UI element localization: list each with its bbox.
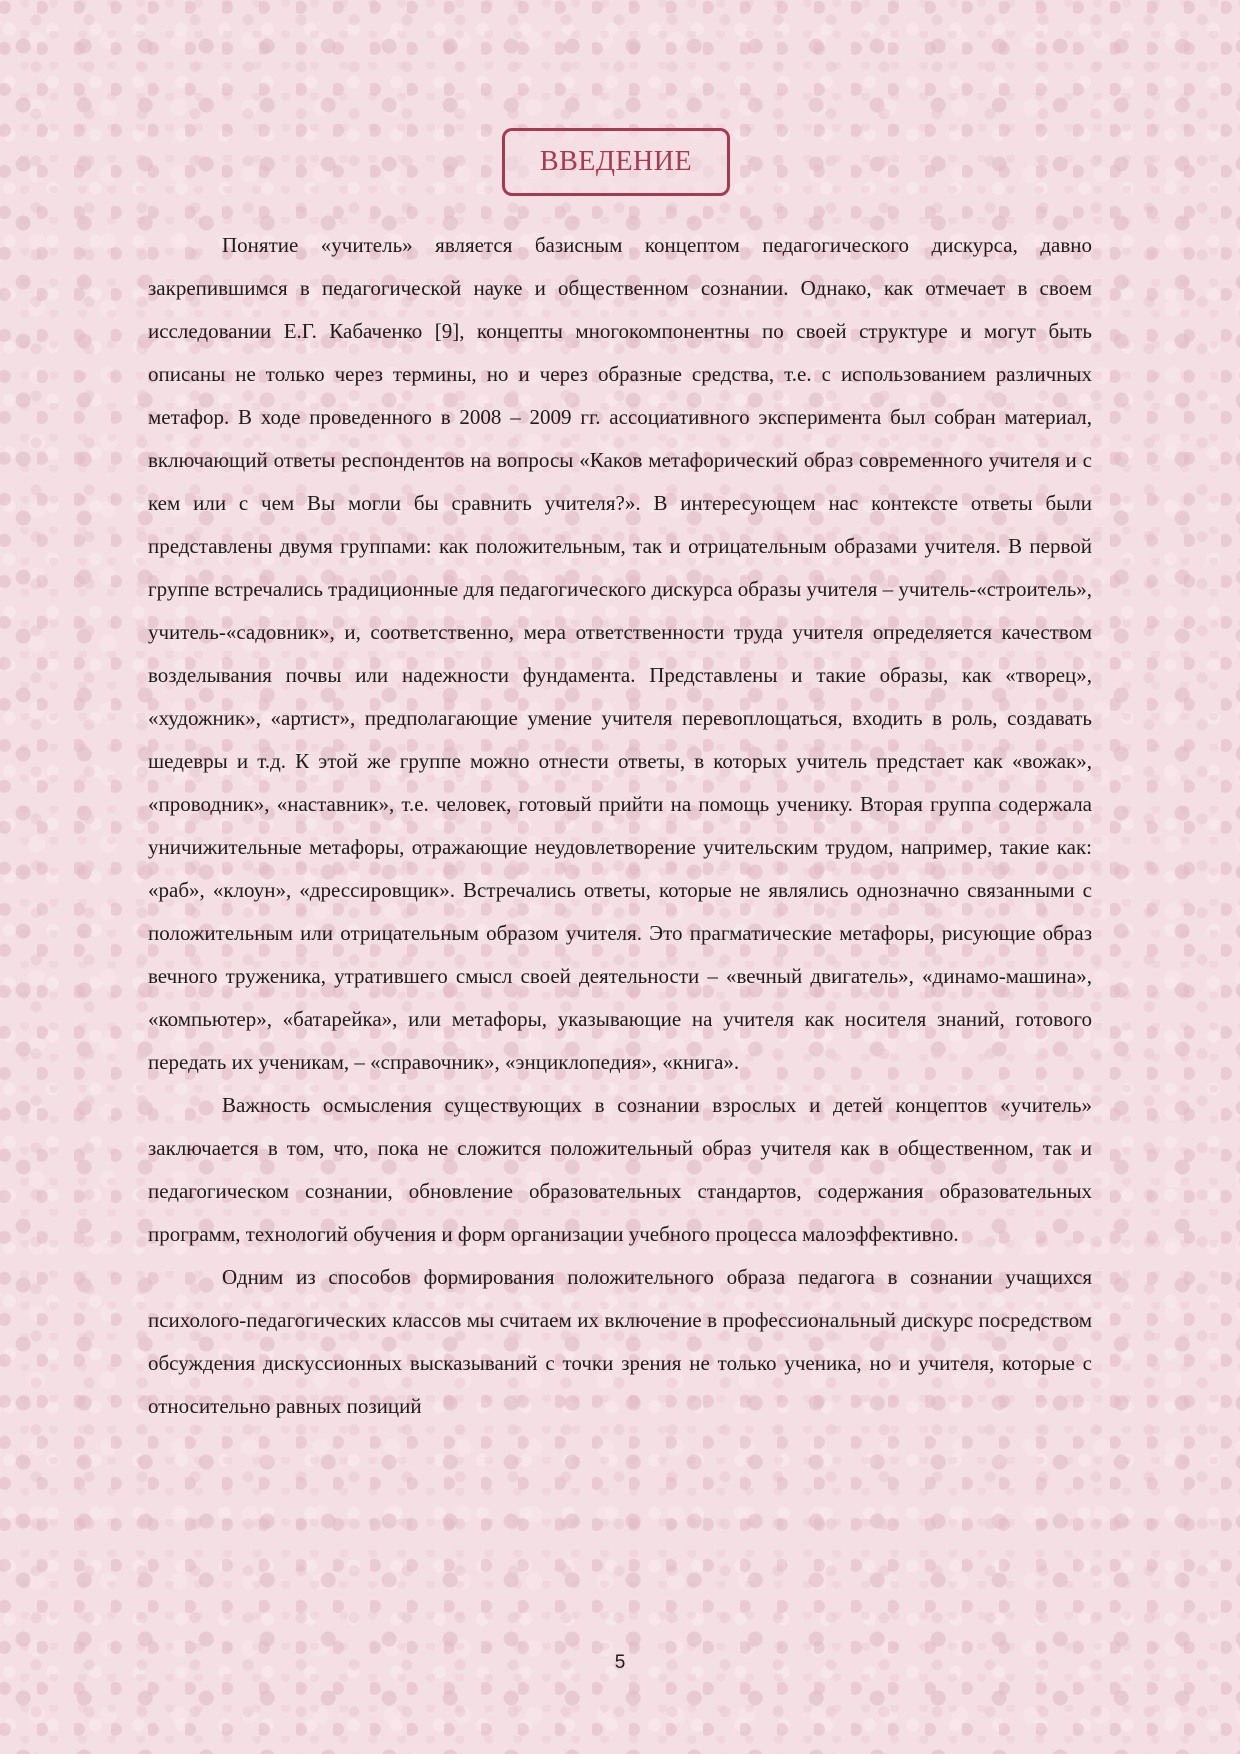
page-number: 5 [614, 1652, 626, 1673]
section-heading: ВВЕДЕНИЕ [539, 146, 693, 177]
heading-frame [502, 128, 730, 196]
paragraph-1: Понятие «учитель» является базисным концептом педагогического дискурса, давно закрепившимся в педагогической науке и общественном сознании. Однако, как отмечает в своем исследовании Е.Г. Кабаченко [9], концепты многокомпонентны по своей структуре и могут быть описаны не только через термины, но и через образные средства, т.е. с использованием различных метафор. В ходе проведенного в 2008 – 2009 гг. ассоциативного эксперимента был собран материал, включающий ответы респондентов на вопросы «Каков метафорический образ современного учителя и с кем или с чем Вы могли бы сравнить учителя?». В интересующем нас контексте ответы были представлены двумя группами: как положительным, так и отрицательным образами учителя. В первой группе встречались традиционные для педагогического дискурса образы учителя – учитель-«строитель», учитель-«садовник», и, соответственно, мера ответственности труда учителя определяется качеством возделывания почвы или надежности фундамента. Представлены и такие образы, как «творец», «художник», «артист», предполагающие умение учителя перевоплощаться, входить в роль, создавать шедевры и т.д. К этой же группе можно отнести ответы, в которых учитель предстает как «вожак», «проводник», «наставник», т.е. человек, готовый прийти на помощь ученику. Вторая группа содержала уничижительные метафоры, отражающие неудовлетворение учительским трудом, например, такие как: «раб», «клоун», «дрессировщик». Встречались ответы, которые не являлись однозначно связанными с положительным или отрицательным образом учителя. Это прагматические метафоры, рисующие образ вечного труженика, утратившего смысл своей деятельности – «вечный двигатель», «динамо-машина», «компьютер», «батарейка», или метафоры, указывающие на учителя как носителя знаний, готового передать их ученикам, – «справочник», «энциклопедия», «книга». [148, 233, 1093, 1074]
body-text [148, 224, 1092, 1428]
paragraph-3: Одним из способов формирования положительного образа педагога в сознании учащихся психолого-педагогических классов мы считаем их включение в профессиональный дискурс посредством обсуждения дискуссионных высказываний с точки зрения не только ученика, но и учителя, которые с относительно равных позиций [148, 1265, 1092, 1418]
paragraph-2: Важность осмысления существующих в сознании взрослых и детей концептов «учитель» заключается в том, что, пока не сложится положительный образ учителя как в общественном, так и педагогическом сознании, обновление образовательных стандартов, содержания образовательных программ, технологий обучения и форм организации учебного процесса малоэффективно. [148, 1093, 1092, 1246]
